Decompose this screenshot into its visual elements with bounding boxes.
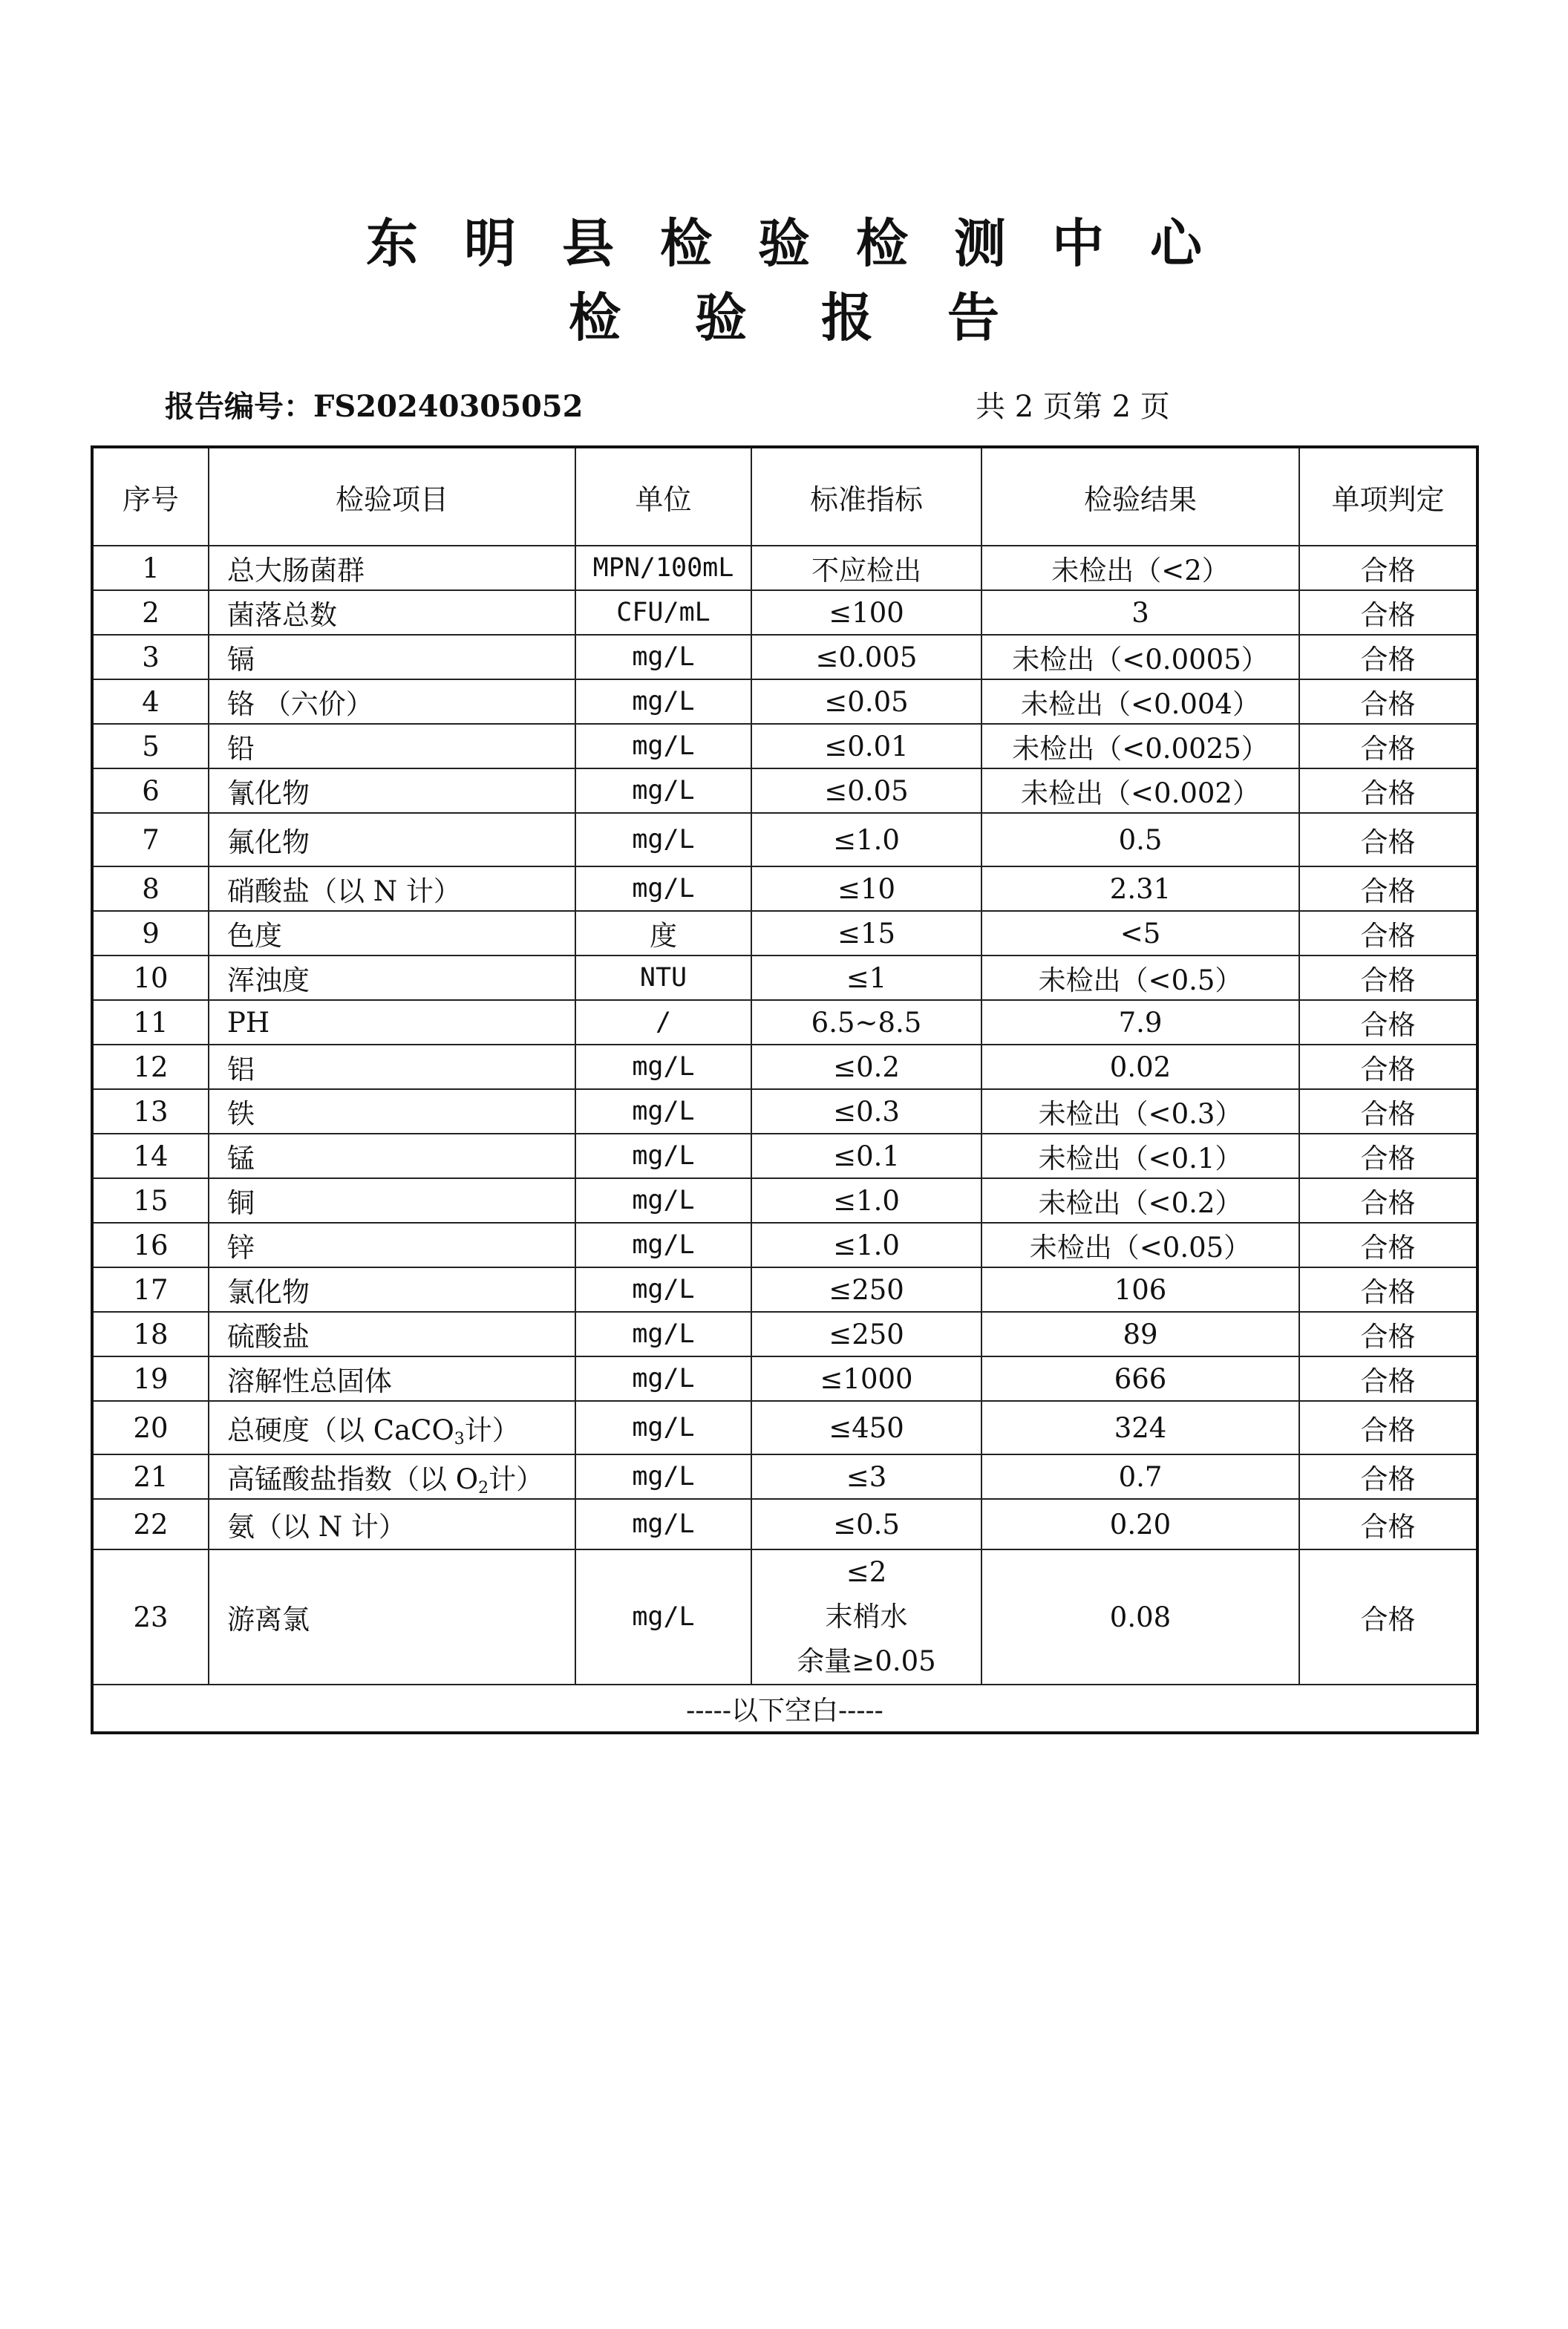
- cell-standard: ≤450: [751, 1401, 981, 1454]
- cell-verdict: 合格: [1299, 679, 1477, 724]
- cell-no: 15: [92, 1178, 209, 1223]
- cell-no: 12: [92, 1045, 209, 1089]
- table-row: [92, 1223, 1477, 1267]
- cell-unit: mg/L: [575, 724, 751, 768]
- cell-item: 硝酸盐（以 N 计）: [209, 866, 575, 911]
- cell-standard: ≤250: [751, 1267, 981, 1312]
- cell-unit: 度: [575, 911, 751, 956]
- cell-result: 未检出（<2）: [981, 546, 1299, 590]
- cell-unit: NTU: [575, 956, 751, 1000]
- table-row: [92, 956, 1477, 1000]
- table-row: [92, 590, 1477, 635]
- cell-no: 4: [92, 679, 209, 724]
- cell-no: 9: [92, 911, 209, 956]
- cell-no: 21: [92, 1454, 209, 1499]
- cell-item: 铜: [209, 1178, 575, 1223]
- cell-result: 106: [981, 1267, 1299, 1312]
- cell-no: 18: [92, 1312, 209, 1356]
- cell-standard: 6.5~8.5: [751, 1000, 981, 1045]
- table-row: [92, 1401, 1477, 1454]
- cell-item: [209, 1454, 575, 1499]
- cell-standard: 不应检出: [751, 546, 981, 590]
- cell-no: 17: [92, 1267, 209, 1312]
- col-header-verdict: 单项判定: [1299, 447, 1477, 546]
- table-row: [92, 1267, 1477, 1312]
- subscript: 2: [478, 1478, 489, 1497]
- document-title: 检验报告: [569, 287, 1074, 348]
- cell-standard: ≤1: [751, 956, 981, 1000]
- cell-standard: ≤1.0: [751, 813, 981, 866]
- cell-standard: ≤100: [751, 590, 981, 635]
- cell-unit: MPN/100mL: [575, 546, 751, 590]
- cell-no: 6: [92, 768, 209, 813]
- cell-unit: mg/L: [575, 1045, 751, 1089]
- col-header-standard: 标准指标: [751, 447, 981, 546]
- table-row: [92, 866, 1477, 911]
- item-text: 计）: [489, 1463, 544, 1495]
- cell-result: 0.08: [981, 1549, 1299, 1685]
- table-row: [92, 1549, 1477, 1685]
- cell-result: 未检出（<0.1）: [981, 1134, 1299, 1178]
- end-marker: -----以下空白-----: [92, 1685, 1477, 1733]
- cell-verdict: 合格: [1299, 1178, 1477, 1223]
- cell-no: 22: [92, 1499, 209, 1549]
- cell-unit: mg/L: [575, 679, 751, 724]
- cell-result: 未检出（<0.002）: [981, 768, 1299, 813]
- cell-unit: /: [575, 1000, 751, 1045]
- cell-unit: mg/L: [575, 768, 751, 813]
- cell-standard: ≤0.01: [751, 724, 981, 768]
- cell-result: <5: [981, 911, 1299, 956]
- col-header-item: 检验项目: [209, 447, 575, 546]
- cell-item: 菌落总数: [209, 590, 575, 635]
- cell-unit: mg/L: [575, 1312, 751, 1356]
- cell-verdict: 合格: [1299, 1499, 1477, 1549]
- table-row: [92, 1312, 1477, 1356]
- cell-no: 14: [92, 1134, 209, 1178]
- col-header-result: 检验结果: [981, 447, 1299, 546]
- table-row: [92, 1178, 1477, 1223]
- cell-no: 2: [92, 590, 209, 635]
- cell-result: 324: [981, 1401, 1299, 1454]
- standard-line: 余量≥0.05: [797, 1645, 936, 1677]
- table-row: [92, 724, 1477, 768]
- standard-line: 末梢水: [825, 1601, 908, 1633]
- cell-verdict: 合格: [1299, 1312, 1477, 1356]
- cell-result: 7.9: [981, 1000, 1299, 1045]
- cell-item: 色度: [209, 911, 575, 956]
- cell-standard: ≤0.2: [751, 1045, 981, 1089]
- cell-result: 未检出（<0.004）: [981, 679, 1299, 724]
- cell-unit: mg/L: [575, 1454, 751, 1499]
- cell-standard: ≤0.05: [751, 679, 981, 724]
- cell-unit: mg/L: [575, 866, 751, 911]
- cell-standard: ≤0.005: [751, 635, 981, 679]
- cell-standard: ≤10: [751, 866, 981, 911]
- cell-unit: mg/L: [575, 635, 751, 679]
- cell-verdict: 合格: [1299, 590, 1477, 635]
- cell-result: 未检出（<0.0005）: [981, 635, 1299, 679]
- cell-result: 未检出（<0.0025）: [981, 724, 1299, 768]
- cell-result: 3: [981, 590, 1299, 635]
- table-row: [92, 1134, 1477, 1178]
- cell-no: 8: [92, 866, 209, 911]
- item-text: 计）: [464, 1414, 520, 1446]
- cell-verdict: 合格: [1299, 1401, 1477, 1454]
- cell-item: 氰化物: [209, 768, 575, 813]
- cell-verdict: 合格: [1299, 546, 1477, 590]
- cell-standard: ≤0.05: [751, 768, 981, 813]
- cell-unit: mg/L: [575, 1134, 751, 1178]
- cell-unit: mg/L: [575, 1356, 751, 1401]
- cell-unit: mg/L: [575, 1223, 751, 1267]
- end-marker-row: [92, 1685, 1477, 1733]
- cell-result: 2.31: [981, 866, 1299, 911]
- cell-no: 1: [92, 546, 209, 590]
- cell-verdict: 合格: [1299, 866, 1477, 911]
- cell-item: 浑浊度: [209, 956, 575, 1000]
- cell-unit: mg/L: [575, 1089, 751, 1134]
- cell-result: 0.5: [981, 813, 1299, 866]
- table-row: [92, 1454, 1477, 1499]
- cell-standard: ≤3: [751, 1454, 981, 1499]
- table-row: [92, 911, 1477, 956]
- cell-item: 游离氯: [209, 1549, 575, 1685]
- cell-verdict: 合格: [1299, 813, 1477, 866]
- cell-item: [209, 1401, 575, 1454]
- table-row: [92, 679, 1477, 724]
- cell-standard: [751, 1549, 981, 1685]
- cell-item: 铅: [209, 724, 575, 768]
- page-indicator: 共 2 页第 2 页: [976, 390, 1170, 424]
- report-number: 报告编号：FS20240305052: [165, 389, 584, 424]
- cell-result: 0.02: [981, 1045, 1299, 1089]
- cell-standard: ≤1.0: [751, 1223, 981, 1267]
- cell-verdict: 合格: [1299, 1000, 1477, 1045]
- cell-verdict: 合格: [1299, 724, 1477, 768]
- table-row: [92, 1000, 1477, 1045]
- cell-verdict: 合格: [1299, 956, 1477, 1000]
- cell-result: 未检出（<0.05）: [981, 1223, 1299, 1267]
- table-row: [92, 768, 1477, 813]
- cell-item: 总大肠菌群: [209, 546, 575, 590]
- table-row: [92, 1499, 1477, 1549]
- cell-result: 0.7: [981, 1454, 1299, 1499]
- table-row: [92, 1356, 1477, 1401]
- table-row: [92, 1089, 1477, 1134]
- cell-standard: ≤0.1: [751, 1134, 981, 1178]
- inspection-results-table: [91, 445, 1479, 1734]
- org-title: 东明县检验检测中心: [366, 212, 1248, 274]
- table-row: [92, 1045, 1477, 1089]
- cell-no: 3: [92, 635, 209, 679]
- item-text: 高锰酸盐指数（以 O: [227, 1463, 479, 1495]
- cell-no: 20: [92, 1401, 209, 1454]
- cell-result: 未检出（<0.2）: [981, 1178, 1299, 1223]
- cell-result: 666: [981, 1356, 1299, 1401]
- cell-standard: ≤0.5: [751, 1499, 981, 1549]
- cell-no: 13: [92, 1089, 209, 1134]
- standard-line: ≤2: [846, 1556, 887, 1588]
- table-row: [92, 546, 1477, 590]
- cell-standard: ≤1000: [751, 1356, 981, 1401]
- cell-verdict: 合格: [1299, 1454, 1477, 1499]
- cell-unit: mg/L: [575, 1549, 751, 1685]
- cell-standard: ≤15: [751, 911, 981, 956]
- cell-no: 23: [92, 1549, 209, 1685]
- cell-unit: mg/L: [575, 1178, 751, 1223]
- cell-verdict: 合格: [1299, 1223, 1477, 1267]
- cell-standard: ≤1.0: [751, 1178, 981, 1223]
- cell-item: 锌: [209, 1223, 575, 1267]
- cell-item: 锰: [209, 1134, 575, 1178]
- col-header-no: 序号: [92, 447, 209, 546]
- cell-verdict: 合格: [1299, 635, 1477, 679]
- cell-verdict: 合格: [1299, 768, 1477, 813]
- cell-result: 0.20: [981, 1499, 1299, 1549]
- cell-item: 溶解性总固体: [209, 1356, 575, 1401]
- cell-unit: mg/L: [575, 1267, 751, 1312]
- cell-verdict: 合格: [1299, 1045, 1477, 1089]
- cell-result: 89: [981, 1312, 1299, 1356]
- cell-item: 铬 （六价）: [209, 679, 575, 724]
- cell-no: 10: [92, 956, 209, 1000]
- cell-unit: mg/L: [575, 1499, 751, 1549]
- cell-verdict: 合格: [1299, 1134, 1477, 1178]
- cell-no: 16: [92, 1223, 209, 1267]
- cell-item: 氯化物: [209, 1267, 575, 1312]
- cell-verdict: 合格: [1299, 1267, 1477, 1312]
- cell-no: 5: [92, 724, 209, 768]
- cell-item: 铁: [209, 1089, 575, 1134]
- cell-result: 未检出（<0.3）: [981, 1089, 1299, 1134]
- table-row: [92, 635, 1477, 679]
- cell-item: 氟化物: [209, 813, 575, 866]
- cell-unit: mg/L: [575, 1401, 751, 1454]
- cell-no: 7: [92, 813, 209, 866]
- cell-item: PH: [209, 1000, 575, 1045]
- cell-verdict: 合格: [1299, 911, 1477, 956]
- cell-standard: ≤0.3: [751, 1089, 981, 1134]
- cell-item: 镉: [209, 635, 575, 679]
- cell-result: 未检出（<0.5）: [981, 956, 1299, 1000]
- table-header-row: [92, 447, 1477, 546]
- item-text: 总硬度（以 CaCO: [227, 1414, 454, 1446]
- cell-verdict: 合格: [1299, 1089, 1477, 1134]
- subscript: 3: [454, 1429, 465, 1448]
- col-header-unit: 单位: [575, 447, 751, 546]
- cell-item: 硫酸盐: [209, 1312, 575, 1356]
- cell-standard: ≤250: [751, 1312, 981, 1356]
- cell-no: 19: [92, 1356, 209, 1401]
- cell-unit: mg/L: [575, 813, 751, 866]
- cell-item: 氨（以 N 计）: [209, 1499, 575, 1549]
- table-row: [92, 813, 1477, 866]
- cell-item: 铝: [209, 1045, 575, 1089]
- cell-verdict: 合格: [1299, 1356, 1477, 1401]
- cell-unit: CFU/mL: [575, 590, 751, 635]
- cell-no: 11: [92, 1000, 209, 1045]
- cell-verdict: 合格: [1299, 1549, 1477, 1685]
